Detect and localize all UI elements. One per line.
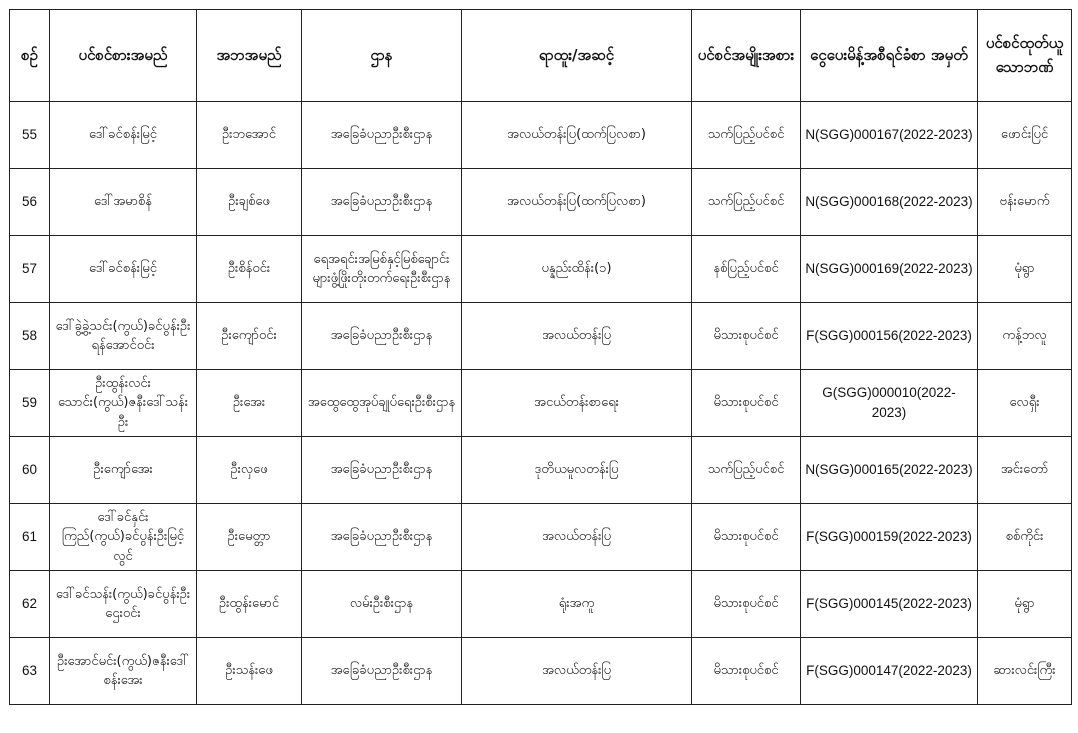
cell-pension-type: သက်ပြည့်ပင်စင် [692, 169, 801, 236]
header-name: ပင်စင်စားအမည် [50, 10, 197, 102]
cell-father-name: ဦးမေတ္တာ [197, 504, 302, 571]
cell-father-name: ဦးသန်းဖေ [197, 638, 302, 705]
cell-pensioner-name: ဦးထွန်းလင်းသောင်း(ကွယ်)ဇနီးဒေါ်သန်းဦး [50, 370, 197, 437]
cell-rank: ပန္နည်းထိန်း(၁) [462, 236, 692, 303]
cell-pension-type: မိသားစုပင်စင် [692, 370, 801, 437]
cell-pension-type: မိသားစုပင်စင် [692, 504, 801, 571]
cell-father-name: ဦးကျော်ဝင်း [197, 303, 302, 370]
cell-pensioner-name: ဦးကျော်အေး [50, 437, 197, 504]
cell-no: 60 [10, 437, 50, 504]
cell-rank: ရုံးအကူ [462, 571, 692, 638]
cell-rank: ဒုတိယမူလတန်းပြ [462, 437, 692, 504]
cell-branch: အင်းတော် [978, 437, 1072, 504]
cell-branch: စစ်ကိုင်း [978, 504, 1072, 571]
cell-pensioner-name: ဒေါ်အမာစိန် [50, 169, 197, 236]
cell-no: 62 [10, 571, 50, 638]
cell-pension-type: သက်ပြည့်ပင်စင် [692, 102, 801, 169]
cell-department: ရေအရင်းအမြစ်နှင့်မြစ်ချောင်းများဖွံ့ဖြိုးတိုးတက်ရေးဦးစီးဌာန [302, 236, 462, 303]
cell-book-no: F(SGG)000156(2022-2023) [801, 303, 978, 370]
cell-no: 56 [10, 169, 50, 236]
cell-pension-type: မိသားစုပင်စင် [692, 303, 801, 370]
cell-book-no: F(SGG)000159(2022-2023) [801, 504, 978, 571]
cell-book-no: N(SGG)000169(2022-2023) [801, 236, 978, 303]
cell-book-no: F(SGG)000147(2022-2023) [801, 638, 978, 705]
header-no: စဉ် [10, 10, 50, 102]
table-row [10, 102, 1072, 169]
cell-branch: ဖောင်းပြင် [978, 102, 1072, 169]
cell-pension-type: မိသားစုပင်စင် [692, 571, 801, 638]
cell-branch: ကန့်ဘလူ [978, 303, 1072, 370]
cell-rank: အငယ်တန်းစာရေး [462, 370, 692, 437]
cell-pension-type: မိသားစုပင်စင် [692, 638, 801, 705]
cell-book-no: N(SGG)000165(2022-2023) [801, 437, 978, 504]
cell-book-no: F(SGG)000145(2022-2023) [801, 571, 978, 638]
table-row [10, 169, 1072, 236]
cell-father-name: ဦးချစ်ဖေ [197, 169, 302, 236]
header-department: ဌာန [302, 10, 462, 102]
header-rank: ရာထူး/အဆင့် [462, 10, 692, 102]
cell-pensioner-name: ဒေါ်ခင်စန်းမြင့် [50, 236, 197, 303]
cell-pension-type: နစ်ပြည့်ပင်စင် [692, 236, 801, 303]
cell-father-name: ဦးအေး [197, 370, 302, 437]
cell-branch: ဗန်းမောက် [978, 169, 1072, 236]
table-row [10, 370, 1072, 437]
cell-pensioner-name: ဒေါ်ခင်စန်းမြင့် [50, 102, 197, 169]
cell-department: အခြေခံပညာဦးစီးဌာန [302, 437, 462, 504]
cell-rank: အလယ်တန်းပြ [462, 638, 692, 705]
header-father: အဘအမည် [197, 10, 302, 102]
cell-father-name: ဦးစိန်ဝင်း [197, 236, 302, 303]
cell-father-name: ဦးဘအောင် [197, 102, 302, 169]
cell-pensioner-name: ဒေါ်ခွဲ့ခွဲ့သင်း(ကွယ်)ခင်ပွန်းဦးရန်အောင်ဝင်း [50, 303, 197, 370]
cell-pensioner-name: ဦးအောင်မင်း(ကွယ်)ဇနီးဒေါ်စန်းအေး [50, 638, 197, 705]
cell-pensioner-name: ဒေါ်ခင်နှင်းကြည်(ကွယ်)ခင်ပွန်းဦးမြင့်လွင် [50, 504, 197, 571]
table-row [10, 236, 1072, 303]
cell-pensioner-name: ဒေါ်ခင်သန်း(ကွယ်)ခင်ပွန်းဦးဌေးဝင်း [50, 571, 197, 638]
cell-no: 57 [10, 236, 50, 303]
cell-department: အခြေခံပညာဦးစီးဌာန [302, 303, 462, 370]
cell-department: လမ်းဦးစီးဌာန [302, 571, 462, 638]
cell-father-name: ဦးလှဖေ [197, 437, 302, 504]
cell-pension-type: သက်ပြည့်ပင်စင် [692, 437, 801, 504]
cell-rank: အလယ်တန်းပြ(ထက်ပြလစာ) [462, 102, 692, 169]
cell-rank: အလယ်တန်းပြ [462, 303, 692, 370]
table-row [10, 571, 1072, 638]
cell-branch: မုံရွာ [978, 571, 1072, 638]
table-row [10, 638, 1072, 705]
cell-book-no: N(SGG)000167(2022-2023) [801, 102, 978, 169]
cell-no: 63 [10, 638, 50, 705]
cell-rank: အလယ်တန်းပြ [462, 504, 692, 571]
cell-no: 59 [10, 370, 50, 437]
header-pension-type: ပင်စင်အမျိုးအစား [692, 10, 801, 102]
cell-branch: ဆားလင်းကြီး [978, 638, 1072, 705]
table-row [10, 303, 1072, 370]
table-row [10, 504, 1072, 571]
cell-branch: လေရှီး [978, 370, 1072, 437]
cell-no: 55 [10, 102, 50, 169]
cell-department: အခြေခံပညာဦးစီးဌာန [302, 504, 462, 571]
cell-department: အခြေခံပညာဦးစီးဌာန [302, 169, 462, 236]
cell-book-no: G(SGG)000010(2022-2023) [801, 370, 978, 437]
pension-table [9, 9, 1072, 705]
table-row [10, 437, 1072, 504]
cell-department: အထွေထွေအုပ်ချုပ်ရေးဦးစီးဌာန [302, 370, 462, 437]
cell-father-name: ဦးထွန်းမောင် [197, 571, 302, 638]
header-book-no: ငွေပေးမိန့်အစီရင်ခံစာ အမှတ် [801, 10, 978, 102]
header-row [10, 10, 1072, 102]
cell-department: အခြေခံပညာဦးစီးဌာန [302, 102, 462, 169]
cell-no: 61 [10, 504, 50, 571]
cell-book-no: N(SGG)000168(2022-2023) [801, 169, 978, 236]
cell-rank: အလယ်တန်းပြ(ထက်ပြလစာ) [462, 169, 692, 236]
cell-branch: မုံရွာ [978, 236, 1072, 303]
cell-no: 58 [10, 303, 50, 370]
header-branch: ပင်စင်ထုတ်ယူသောဘဏ် [978, 10, 1072, 102]
cell-department: အခြေခံပညာဦးစီးဌာန [302, 638, 462, 705]
